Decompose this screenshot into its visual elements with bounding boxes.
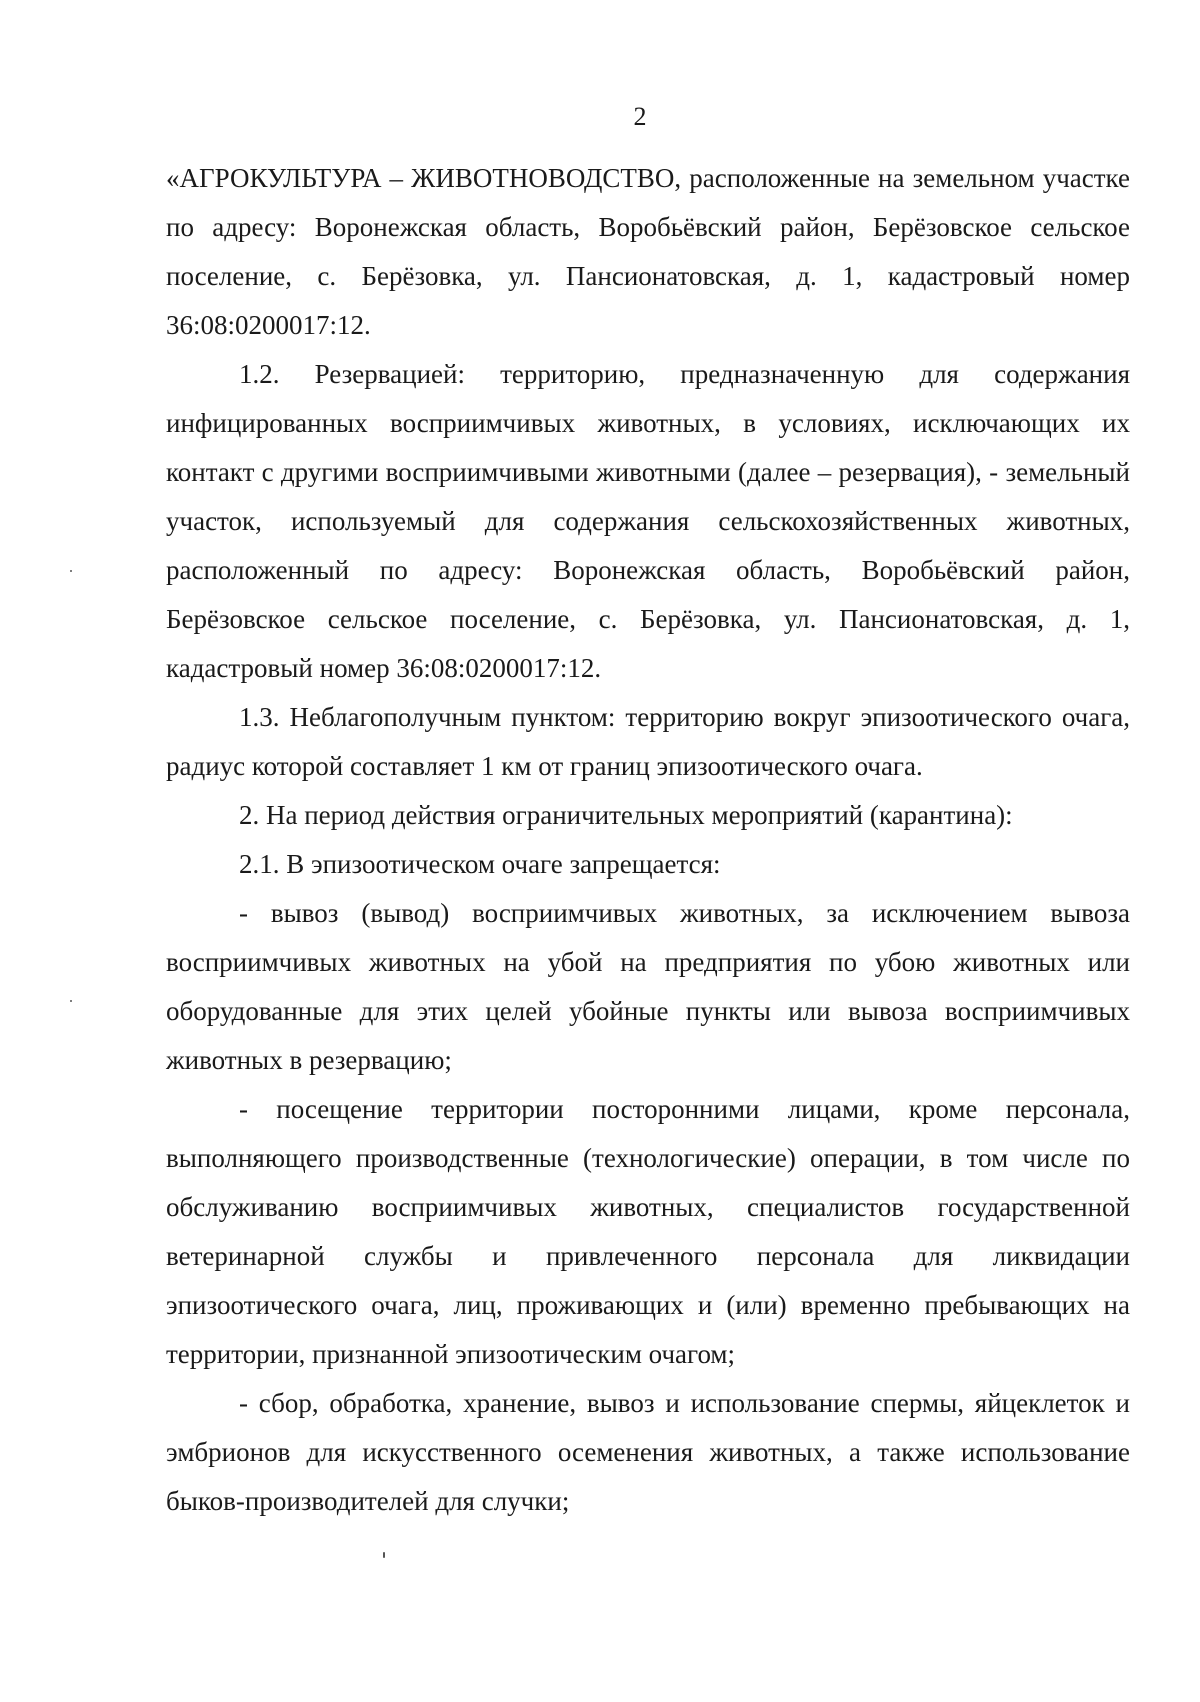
paragraph-1-3-unfavorable-point: 1.3. Неблагополучным пунктом: территорию вокруг эпизоотического очага, радиус которой составляет 1 км от границ эпизоотического очага. [166, 702, 1130, 781]
list-item-animal-removal: - вывоз (вывод) восприимчивых животных, за исключением вывоза восприимчивых животных на убой на предприятия по убою животных или оборудованные для этих целей убойные пункты или вывоза восприимчивых животных в резервацию; [166, 898, 1130, 1075]
list-item-territory-visits: - посещение территории посторонними лицами, кроме персонала, выполняющего производственные (технологические) операции, в том числе по обслуживанию восприимчивых животных, специалистов государственной ветеринарной службы и привлеченного персонала для ликвидации эпизоотического очага, лиц, проживающих и (или) временно пребывающих на территории, признанной эпизоотическим очагом; [166, 1094, 1130, 1369]
paragraph-2-quarantine-period: 2. На период действия ограничительных мероприятий (карантина): [239, 800, 1013, 830]
scan-speck [70, 1000, 72, 1002]
paragraph-continuation: «АГРОКУЛЬТУРА – ЖИВОТНОВОДСТВО, расположенные на земельном участке по адресу: Воронежская область, Воробьёвский район, Берёзовское сельское поселение, с. Берёзовка, ул. Пансионатовская, д. 1, кадастровый номер 36:08:0200017:12. [166, 163, 1130, 340]
scan-speck [70, 570, 72, 572]
scan-speck [383, 1552, 385, 1558]
document-body [166, 154, 1130, 1526]
page-number: 2 [633, 102, 647, 131]
list-item-semen-embryos: - сбор, обработка, хранение, вывоз и использование спермы, яйцеклеток и эмбрионов для искусственного осеменения животных, а также использование быков-производителей для случки; [166, 1388, 1130, 1516]
paragraph-2-1-prohibitions: 2.1. В эпизоотическом очаге запрещается: [239, 849, 721, 879]
paragraph-1-2-reservation: 1.2. Резервацией: территорию, предназначенную для содержания инфицированных восприимчивых животных, в условиях, исключающих их контакт с другими восприимчивыми животными (далее – резервация), - земельный участок, используемый для содержания сельскохозяйственных животных, расположенный по адресу: Воронежская область, Воробьёвский район, Берёзовское сельское поселение, с. Берёзовка, ул. Пансионатовская, д. 1, кадастровый номер 36:08:0200017:12. [166, 359, 1130, 683]
